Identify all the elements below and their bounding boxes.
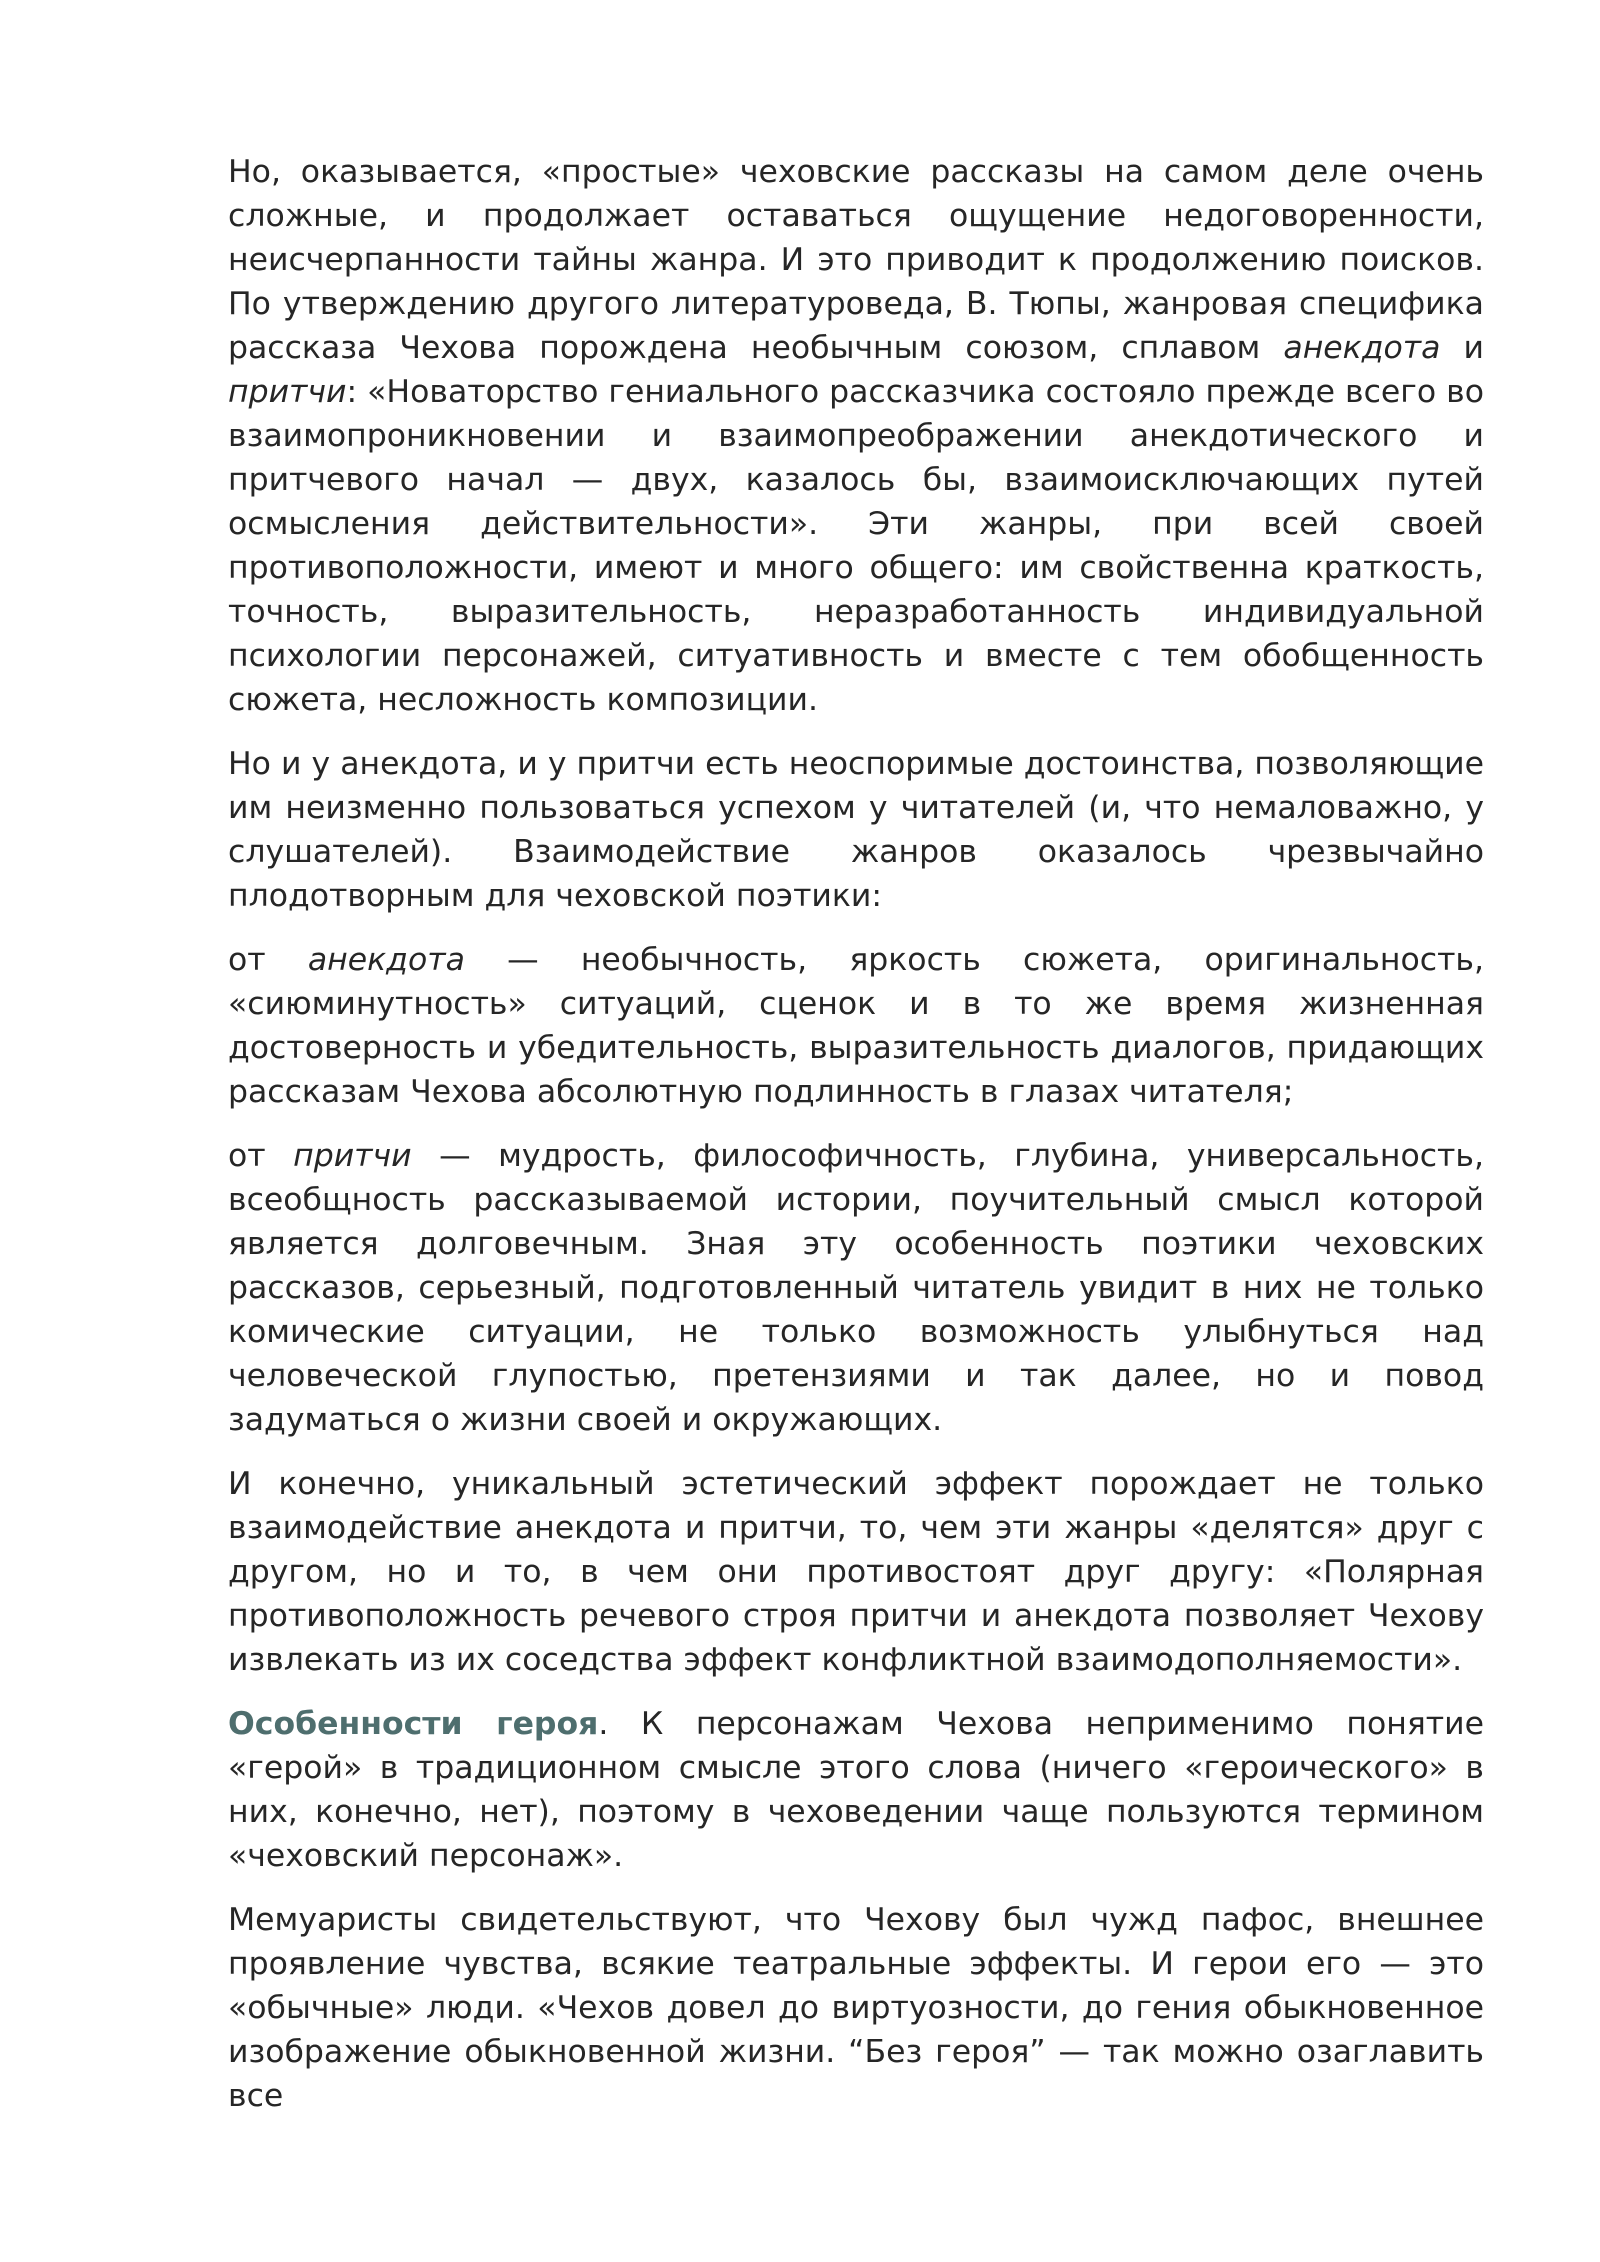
paragraph-hero-features bbox=[228, 1702, 1484, 1878]
italic-term-parable: притчи bbox=[228, 374, 347, 410]
paragraph-from-parable bbox=[228, 1134, 1484, 1442]
paragraph-text: Но, оказывается, «простые» чеховские рассказы на самом деле очень сложные, и продолжает оставаться ощущение недоговоренности, неисчерпанности тайны жанра. И это приводит к продолжению поисков. По утверждению другого литературоведа, В. Тюпы, жанровая специфика рассказа Чехова порождена необычным союзом, сплавом bbox=[228, 154, 1484, 366]
paragraph-text: . К персонажам Чехова неприменимо понятие «герой» в традиционном смысле этого слова (ничего «героического» в них, конечно, нет), поэтому в чеховедении чаще пользуются термином «чеховский персонаж». bbox=[228, 1706, 1484, 1874]
paragraph-text: — мудрость, философичность, глубина, универсальность, всеобщность рассказываемой истории, поучительный смысл которой является долговечным. Зная эту особенность поэтики чеховских рассказов, серьезный, подготовленный читатель увидит в них не только комические ситуации, не только возможность улыбнуться над человеческой глупостью, претензиями и так далее, но и повод задуматься о жизни своей и окружающих. bbox=[228, 1138, 1484, 1438]
paragraph-text: — необычность, яркость сюжета, оригинальность, «сиюминутность» ситуаций, сценок и в то же время жизненная достоверность и убедительность, выразительность диалогов, придающих рассказам Чехова абсолютную подлинность в глазах читателя; bbox=[228, 942, 1484, 1110]
paragraph-aesthetic-effect: И конечно, уникальный эстетический эффект порождает не только взаимодействие анекдота и притчи, то, чем эти жанры «делятся» друг с другом, но и то, в чем они противостоят друг другу: «Полярная противоположность речевого строя притчи и анекдота позволяет Чехову извлекать из их соседства эффект конфликтной взаимодополняемости». bbox=[228, 1466, 1484, 1678]
paragraph-text: от bbox=[228, 1138, 294, 1174]
italic-term-parable: притчи bbox=[293, 1138, 412, 1174]
paragraph-genre-complexity bbox=[228, 150, 1484, 722]
section-heading-hero: Особенности героя bbox=[228, 1706, 599, 1742]
document-page bbox=[228, 150, 1484, 2138]
italic-term-anecdote: анекдота bbox=[307, 942, 465, 978]
paragraph-genre-merits: Но и у анекдота, и у притчи есть неоспоримые достоинства, позволяющие им неизменно пользоваться успехом у читателей (и, что немаловажно, у слушателей). Взаимодействие жанров оказалось чрезвычайно плодотворным для чеховской поэтики: bbox=[228, 746, 1484, 914]
paragraph-from-anecdote bbox=[228, 938, 1484, 1114]
paragraph-text: и bbox=[1440, 330, 1484, 366]
paragraph-memoirists: Мемуаристы свидетельствуют, что Чехову был чужд пафос, внешнее проявление чувства, всякие театральные эффекты. И герои его — это «обычные» люди. «Чехов довел до виртуозности, до гения обыкновенное изображение обыкновенной жизни. “Без героя” — так можно озаглавить все bbox=[228, 1902, 1484, 2114]
paragraph-text: от bbox=[228, 942, 308, 978]
paragraph-text: : «Новаторство гениального рассказчика состояло прежде всего во взаимопроникновении и взаимопреображении анекдотического и притчевого начал — двух, казалось бы, взаимоисключающих путей осмысления действительности». Эти жанры, при всей своей противоположности, имеют и много общего: им свойственна краткость, точность, выразительность, неразработанность индивидуальной психологии персонажей, ситуативность и вместе с тем обобщенность сюжета, несложность композиции. bbox=[228, 374, 1484, 718]
italic-term-anecdote: анекдота bbox=[1283, 330, 1441, 366]
